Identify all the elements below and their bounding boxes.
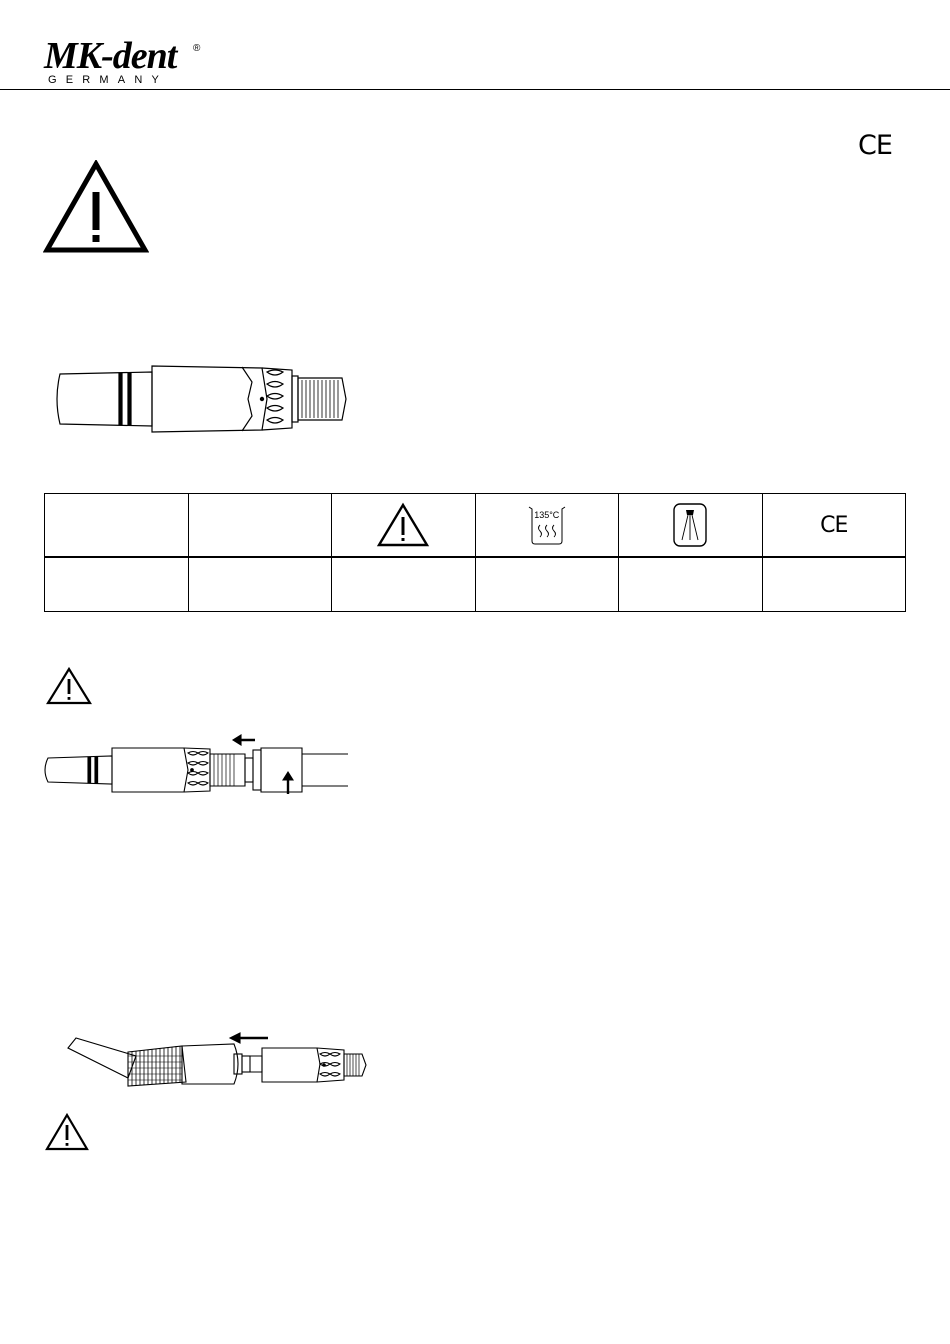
ce-mark-top: CE bbox=[858, 130, 892, 161]
warning-triangle-small-icon bbox=[44, 1112, 90, 1152]
autoclave-temperature-label: 135°C bbox=[534, 510, 560, 520]
registered-mark: ® bbox=[193, 43, 201, 54]
contra-angle-attachment-drawing bbox=[62, 1028, 382, 1092]
table-cell bbox=[475, 557, 619, 612]
table-cell bbox=[332, 557, 476, 612]
table-cell bbox=[45, 557, 189, 612]
table-cell-spray bbox=[619, 494, 763, 558]
table-cell bbox=[188, 494, 332, 558]
spray-nozzle-icon bbox=[672, 502, 708, 548]
table-cell bbox=[619, 557, 763, 612]
table-cell bbox=[45, 494, 189, 558]
brand-logo-text: MK-dent bbox=[44, 35, 177, 77]
brand-subline: GERMANY bbox=[48, 74, 169, 86]
warning-triangle-icon bbox=[376, 502, 430, 548]
handpiece-coupling-drawing bbox=[40, 728, 350, 794]
handpiece-adapter-drawing bbox=[52, 362, 354, 436]
warning-triangle-large-icon bbox=[43, 160, 149, 254]
symbol-table-body-row bbox=[45, 557, 906, 612]
table-cell bbox=[188, 557, 332, 612]
table-cell-ce bbox=[762, 494, 906, 558]
table-cell-warning bbox=[332, 494, 476, 558]
symbol-table-header-row bbox=[45, 494, 906, 558]
warning-triangle-small-icon bbox=[45, 666, 93, 706]
ce-mark-icon: CE bbox=[820, 512, 848, 538]
header-divider bbox=[0, 89, 950, 90]
table-cell-autoclave bbox=[475, 494, 619, 558]
autoclave-135c-icon bbox=[528, 505, 566, 545]
symbol-table bbox=[44, 493, 906, 612]
table-cell bbox=[762, 557, 906, 612]
